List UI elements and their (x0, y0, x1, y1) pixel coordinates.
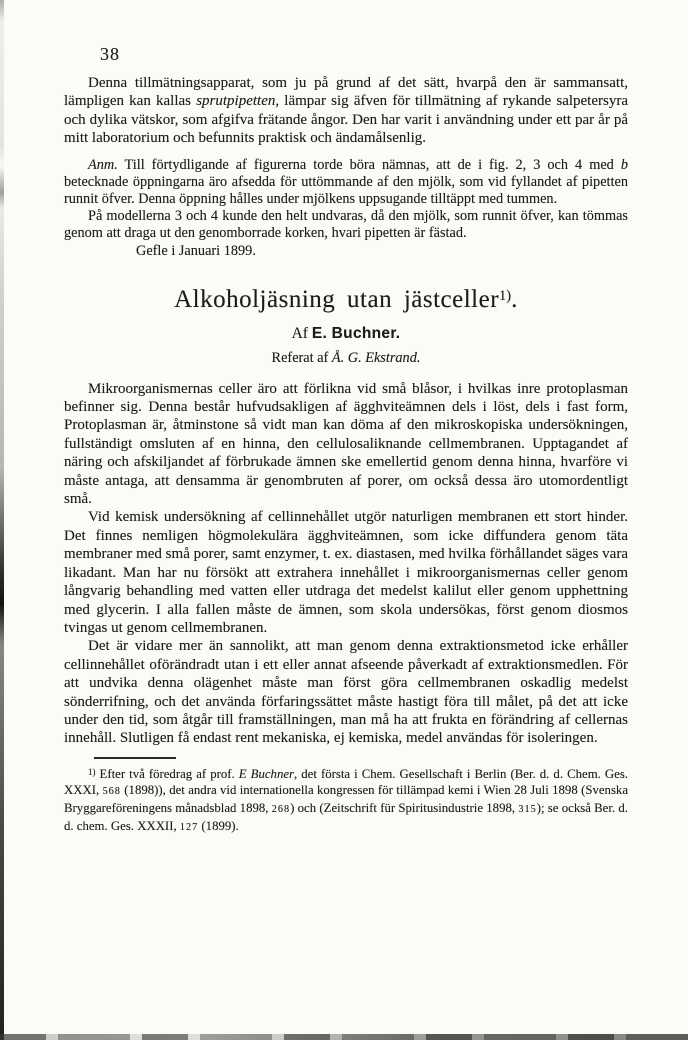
footnote-seg-c: (1898)), det andra vid internationella kongressen för tillämpad kemi i Wien 28 Juli 1898 (Svenska Bryggareföreningens månadsblad 1898, (64, 782, 629, 816)
footnote-seg-e: ); se också Ber. d. d. chem. Ges. XXXII, (64, 801, 628, 834)
footnote-marker: 1) (88, 766, 96, 777)
byline (64, 324, 628, 344)
scan-artifact-bottom-edge (0, 1034, 688, 1040)
dateline: Gefle i Januari 1899. (136, 242, 256, 259)
intro-paragraph (64, 74, 628, 148)
page-number: 38 (100, 44, 120, 64)
annotation-section (64, 157, 628, 260)
annotation-text: Till förtydligande af figurerna torde böra nämnas, att de i fig. 2, 3 och 4 med (117, 156, 621, 173)
byline-prefix: Af (291, 324, 312, 342)
footnote-section (64, 757, 628, 837)
footnote-pageref-1: 568 (102, 785, 121, 797)
annotation-text-continued: betecknade öppningarna äro afsedda för uttömmande af den mjölk, som vid fyllandet af pipetten runnit öfver. Denna öppning hålles under mjölkens uppsugande tilltäppt med tummen. (64, 173, 628, 207)
article-paragraph-2: Vid kemisk undersökning af cellinnehållet utgör naturligen membranen ett stort hinder. Det finnes nemligen högmolekulära ägghviteämnen, som icke diffundera genom täta membraner med små porer, samt enzymer, t. ex. diastasen, med hvilka förhållandet säges vara likadant. Man har nu försökt att extrahera innehållet i mikroorganismernas celler genom långvarig behandling med vatten eller utdraga det medelst kalilut eller genom upphettning med glycerin. I alla fallen måste de ämnen, som skola undersökas, först genom diosmos tvingas ut genom cellmembranen. (64, 509, 628, 636)
footnote-author-name: E Buchner (238, 766, 295, 781)
term-sprutpipetten: sprutpipetten (196, 93, 276, 110)
article-title-period: . (511, 285, 518, 313)
scan-artifact-left-edge (0, 0, 4, 1040)
footnote-reference-mark: 1) (499, 287, 512, 304)
footnote-seg-b: , det första i Chem. Gesellschaft i Berlin (Ber. d. d. Chem. Ges. XXXI, (64, 766, 628, 797)
referent-name: Å. G. Ekstrand. (331, 349, 421, 366)
article-title (64, 281, 628, 315)
annotation-label: Anm. (88, 156, 118, 173)
figure-letter-b: b (620, 156, 628, 173)
footnote-seg-a: Efter två föredrag af prof. (95, 766, 239, 781)
footnote-seg-f: (1899). (198, 819, 239, 834)
footnote-pageref-3: 315 (518, 804, 537, 816)
referat-line (64, 349, 628, 367)
annotation-paragraph-2: På modellerna 3 och 4 kunde den helt undvaras, då den mjölk, som runnit öfver, kan tömmas genom att draga ut den genomborrade korken, hvari pipetten är fästad. (64, 207, 628, 241)
article-title-text: Alkoholjäsning utan jästceller (174, 285, 500, 313)
footnote-pageref-2: 268 (271, 804, 291, 816)
intro-text: Denna tillmätningsapparat, som ju på grund af det sätt, hvarpå den är sammansatt, lämpligen kan kallas (64, 75, 628, 110)
article-paragraph-3: Det är vidare mer än sannolikt, att man genom denna extraktionsmetod icke erhåller cellinnehållet oförändradt utan i ett eller annat afseende påverkadt af extraktionsmedlen. För att undvika denna olägenhet måste man först göra cellmembranen oskadlig medelst sönderrifning, och det använda förfaringssättet måste hastigt föra till målet, på det att icke under den tid, som åtgår till framställningen, man må ha att frukta en förändring af cellernas innehåll. Slutligen få endast rent mekaniska, ej kemiska, medel användas för isoleringen. (64, 638, 628, 747)
author-name: E. Buchner. (311, 324, 401, 342)
footnote-pageref-4: 127 (179, 822, 199, 834)
footnote-rule (94, 757, 176, 759)
referat-prefix: Referat af (271, 349, 332, 366)
article-paragraph-1: Mikroorganismernas celler äro att förlikna vid små blåsor, i hvilkas inre protoplasman befinner sig. Denna består hufvudsakligen af ägghviteämnen dels i löst, dels i fast form, Protoplasman är, åtminstone så vidt man kan döma af den mikroskopiska undersökningen, fullständigt omsluten af en hinna, den cellulosaliknande cellmembranen. Upptagandet af näring och afskiljandet af förbrukade ämnen ske emellertid genom denna hinna, hvarföre vi måste antaga, att densamma är genombruten af porer, om också dessa äro utomordentligt små. (64, 380, 628, 508)
annotation-paragraph-1 (64, 157, 628, 208)
footnote-seg-d: ) och (Zeitschrift für Spiritusindustrie 1898, (290, 801, 519, 816)
intro-text-continued: , lämpar sig äfven för tillmätning af rykande salpetersyra och dylika vätskor, som afgifva frätande ångor. Den har varit i användning under ett par år på mitt laboratorium och befunnits praktisk och ändamålsenlig. (64, 93, 628, 147)
footnote-text (64, 764, 628, 837)
